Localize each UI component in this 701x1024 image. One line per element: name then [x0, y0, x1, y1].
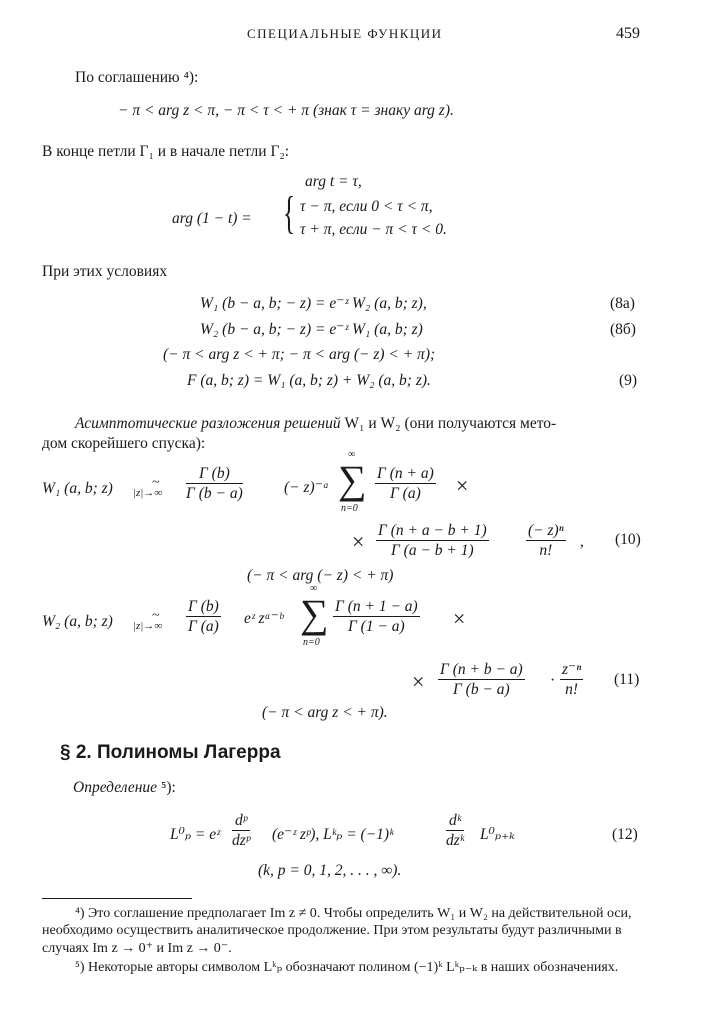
running-header: СПЕЦИАЛЬНЫЕ ФУНКЦИИ	[247, 26, 443, 41]
asymptotic-italic: Асимптотические разложения решений	[75, 415, 341, 432]
equation-9: F (a, b; z) = W₁ (a, b; z) + W₂ (a, b; z).	[187, 372, 431, 389]
definition-label: Определение	[73, 779, 158, 796]
case-1: τ − π, если 0 < τ < π,	[300, 198, 433, 215]
arg-convention-equation: − π < arg z < π, − π < τ < + π (знак τ = знаку arg z).	[118, 102, 454, 119]
conditions-arg: (− π < arg z < + π; − π < arg (− z) < + π);	[163, 346, 436, 363]
equation-8b-number: (8б)	[610, 321, 636, 338]
w1-f1-den: Γ (b − a)	[186, 485, 243, 503]
w2-f4-num: z⁻ⁿ	[560, 660, 583, 680]
w2-f2-num: Γ (n + 1 − a)	[333, 597, 420, 617]
eq12-d2-num: dᵏ	[446, 811, 464, 831]
footnote-5: ⁵) Некоторые авторы символом Lᵏₚ обозначают полином (−1)ᵏ Lᵏₚ₋ₖ в наших обозначениях.	[75, 960, 619, 975]
w2-exponential: eᶻ zᵃ⁻ᵇ	[244, 610, 284, 627]
w2-lhs: W₂ (a, b; z)	[42, 613, 113, 630]
equation-11-number: (11)	[614, 671, 640, 688]
eq12-derivative-1	[232, 811, 250, 851]
w1-f3-num: Γ (n + a − b + 1)	[376, 521, 489, 541]
asymptotic-tilde-2: ~	[152, 608, 160, 623]
eq12-d2-den: dzᵏ	[446, 832, 465, 850]
w2-sum-lower: n=0	[303, 637, 320, 648]
w2-sum-upper: ∞	[310, 583, 318, 594]
w2-fraction-3	[438, 660, 525, 700]
equation-10-condition: (− π < arg (− z) < + π)	[247, 567, 394, 584]
w2-f2-den: Γ (1 − a)	[347, 618, 405, 636]
eq12-middle: (e⁻ᶻ zᵖ), Lᵏₚ = (−1)ᵏ	[272, 826, 394, 843]
w2-fraction-1	[186, 597, 221, 637]
w2-f3-den: Γ (b − a)	[452, 681, 510, 699]
w1-times-2: ×	[352, 529, 365, 554]
w2-f1-den: Γ (a)	[188, 618, 219, 636]
footnote-4: ⁴) Это соглашение предполагает Im z ≠ 0. Чтобы определить W₁ и W₂ на действительной оси, необходимо осуществить аналитическое продолжение. При этом результаты будут различными в случаях Im z → 0⁺ и Im z → 0⁻.	[42, 906, 632, 956]
w1-power: (− z)⁻ᵃ	[284, 479, 330, 496]
equation-11-condition: (− π < arg z < + π).	[262, 704, 388, 721]
asymptotic-rest: W₁ и W₂ (они получаются мето-	[340, 415, 557, 432]
conditions-intro: При этих условиях	[42, 263, 168, 280]
cases-brace: {	[283, 187, 296, 238]
w1-fraction-3	[376, 521, 489, 561]
eq12-rhs: L⁰ₚ₊ₖ	[480, 826, 515, 843]
w1-comma: ,	[580, 533, 584, 550]
w1-times-1: ×	[456, 473, 469, 498]
equation-9-number: (9)	[619, 372, 638, 389]
equation-8a: W₁ (b − a, b; − z) = e⁻ᶻ W₂ (a, b; z),	[200, 295, 427, 312]
eq12-d1-num: dᵖ	[232, 811, 250, 831]
arg-1mt-lhs: arg (1 − t) =	[172, 210, 252, 227]
footnote-rule	[42, 898, 192, 899]
equation-10-number: (10)	[615, 531, 641, 548]
equation-8a-number: (8a)	[610, 295, 635, 312]
w1-f3-den: Γ (a − b + 1)	[390, 542, 474, 560]
w1-f1-num: Γ (b)	[186, 464, 243, 484]
eq12-d1-den: dzᵖ	[232, 832, 251, 850]
w1-f2-den: Γ (a)	[389, 485, 421, 503]
w1-sum-upper: ∞	[348, 449, 356, 460]
w1-f2-num: Γ (n + a)	[375, 464, 436, 484]
section-heading: § 2. Полиномы Лагерра	[60, 742, 281, 763]
equation-12-condition: (k, p = 0, 1, 2, . . . , ∞).	[258, 862, 402, 879]
w2-times-2: ×	[412, 669, 425, 694]
w2-fraction-2	[333, 597, 420, 637]
w2-sum-sign: ∑	[300, 591, 329, 636]
w2-f3-num: Γ (n + b − a)	[438, 660, 525, 680]
equation-12-number: (12)	[612, 826, 638, 843]
intro-line: По соглашению ⁴):	[75, 69, 199, 86]
w1-limit: |z|→∞	[133, 487, 163, 499]
w2-times-1: ×	[453, 606, 466, 631]
w1-lhs: W₁ (a, b; z)	[42, 480, 113, 497]
w1-f4-den: n!	[539, 542, 553, 560]
w1-sum-lower: n=0	[341, 503, 358, 514]
w1-fraction-4	[526, 521, 566, 561]
w2-fraction-4	[560, 660, 583, 700]
asymptotic-text	[75, 414, 556, 433]
w1-f4-num: (− z)ⁿ	[526, 521, 566, 541]
asymptotic-text-line2: дом скорейшего спуска):	[42, 435, 206, 452]
w2-limit: |z|→∞	[133, 620, 163, 632]
arg-t-equation: arg t = τ,	[305, 173, 362, 190]
w1-fraction-2	[375, 464, 436, 504]
equation-8b: W₂ (b − a, b; − z) = e⁻ᶻ W₁ (a, b; z)	[200, 321, 423, 338]
case-2: τ + π, если − π < τ < 0.	[300, 221, 447, 238]
asymptotic-tilde: ~	[152, 475, 160, 490]
eq12-derivative-2	[446, 811, 464, 851]
definition-line	[73, 778, 176, 797]
w1-sum-sign: ∑	[338, 457, 367, 502]
w2-dot: ·	[550, 672, 556, 689]
w2-f1-num: Γ (b)	[186, 597, 221, 617]
loop-text: В конце петли Γ₁ и в начале петли Γ₂:	[42, 143, 290, 160]
w1-fraction-1	[186, 464, 243, 504]
eq12-lhs: L⁰ₚ = eᶻ	[170, 826, 220, 843]
w2-f4-den: n!	[565, 681, 579, 699]
definition-note: ⁵):	[157, 779, 176, 796]
page-number: 459	[616, 25, 640, 42]
